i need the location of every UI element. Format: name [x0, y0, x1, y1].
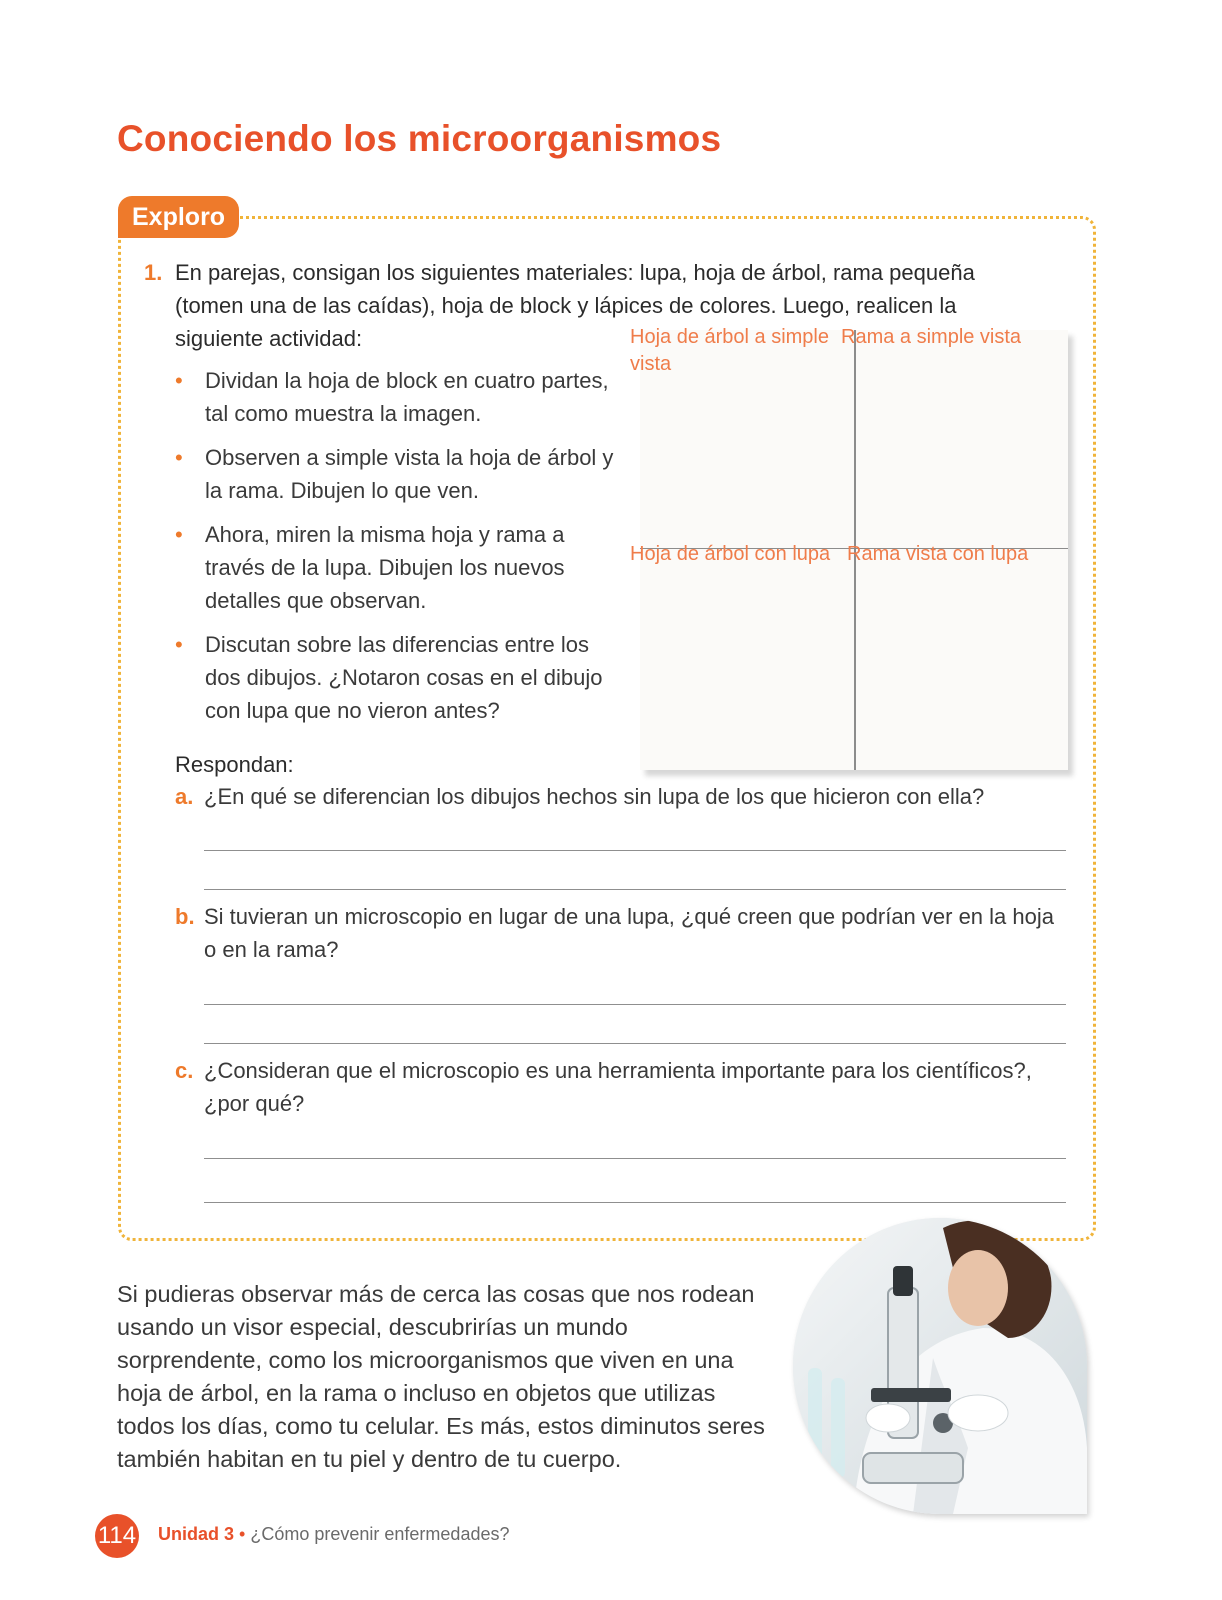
scientist-microscope-photo	[793, 1218, 1087, 1514]
question-letter-b: b.	[175, 904, 195, 929]
question-letter-c: c.	[175, 1058, 194, 1083]
question-a-text: ¿En qué se diferencian los dibujos hechos sin lupa de los que hicieron con ella?	[204, 784, 985, 809]
sheet-label-top-left: Hoja de árbol a simple vista	[630, 326, 829, 375]
question-b-text: Si tuvieran un microscopio en lugar de una lupa, ¿qué creen que podrían ver en la hoja o en la rama?	[204, 904, 1054, 962]
list-item: • Observen a simple vista la hoja de árbol y la rama. Dibujen lo que ven.	[175, 441, 625, 507]
question-number: 1.	[144, 260, 163, 285]
question-letter-a: a.	[175, 784, 194, 809]
answer-line[interactable]	[204, 1004, 1066, 1005]
answer-line[interactable]	[204, 1158, 1066, 1159]
list-item: • Ahora, miren la misma hoja y rama a través de la lupa. Dibujen los nuevos detalles que observan.	[175, 518, 625, 617]
microscope-illustration-icon	[793, 1218, 1087, 1514]
instruction-list	[175, 364, 625, 738]
footer-separator: •	[239, 1524, 246, 1544]
answer-line[interactable]	[204, 889, 1066, 890]
question-text: En parejas, consigan los siguientes materiales: lupa, hoja de árbol, rama pequeña (tomen una de las caídas), hoja de block y lápices de colores. Luego, realicen la siguiente actividad:	[175, 260, 975, 351]
intro-paragraph: Si pudieras observar más de cerca las cosas que nos rodean usando un visor especial, descubrirías un mundo sorprendente, como los microorganismos que viven en una hoja de árbol, en la rama o incluso en objetos que utilizas todos los días, como tu celular. Es más, estos diminutos seres también habitan en tu piel y dentro de tu cuerpo.	[117, 1281, 765, 1472]
block-sheet-illustration	[630, 326, 1068, 770]
respond-heading: Respondan:	[175, 752, 294, 777]
footer-subtitle: ¿Cómo prevenir enfermedades?	[250, 1524, 510, 1544]
answer-line[interactable]	[204, 1043, 1066, 1044]
footer-unit: Unidad 3	[158, 1524, 235, 1544]
list-item: • Dividan la hoja de block en cuatro partes, tal como muestra la imagen.	[175, 364, 625, 430]
sheet-label-top-right: Rama a simple vista	[841, 326, 1022, 348]
question-c-text: ¿Consideran que el microscopio es una herramienta importante para los científicos?, ¿por qué?	[204, 1058, 1032, 1116]
footer	[158, 1524, 510, 1545]
answer-line[interactable]	[204, 850, 1066, 851]
page-number-badge: 114	[95, 1514, 139, 1558]
list-item: • Discutan sobre las diferencias entre los dos dibujos. ¿Notaron cosas en el dibujo con lupa que no vieron antes?	[175, 628, 625, 727]
page-title: Conociendo los microorganismos	[117, 118, 722, 159]
sheet-label-bottom-left: Hoja de árbol con lupa	[630, 543, 831, 565]
explore-tab: Exploro	[118, 196, 239, 238]
answer-line[interactable]	[204, 1202, 1066, 1203]
sheet-label-bottom-right: Rama vista con lupa	[847, 543, 1029, 565]
